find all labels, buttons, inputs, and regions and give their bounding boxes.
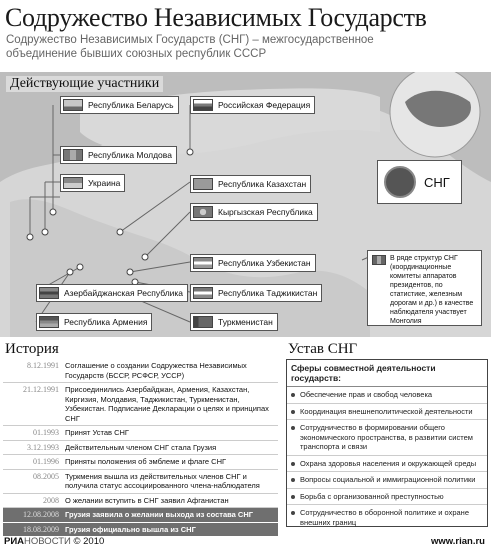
country-ukraine bbox=[60, 174, 125, 192]
country-moldova bbox=[60, 146, 177, 164]
country-label: Республика Армения bbox=[64, 317, 148, 327]
map-section-title: Действующие участники bbox=[6, 76, 163, 92]
history-date: 01.1996 bbox=[33, 457, 59, 466]
charter-item-text: Вопросы социальной и иммиграционной политики bbox=[300, 475, 476, 484]
cis-label: СНГ bbox=[424, 174, 450, 190]
charter-item bbox=[287, 420, 487, 456]
country-kyrgyzstan bbox=[190, 203, 318, 221]
charter-item-text: Сотрудничество в формировании общего экономического пространства, в развитии систем транспорта и связи bbox=[300, 423, 473, 451]
history-row-highlight bbox=[3, 523, 278, 538]
history-row bbox=[3, 494, 278, 509]
charter-item-text: Борьба с организованной преступностью bbox=[300, 491, 444, 501]
history-table bbox=[3, 359, 278, 537]
logo-main: РИА bbox=[4, 536, 25, 547]
charter-heading: Сферы совместной деятельности государств: bbox=[287, 360, 487, 387]
history-row-highlight bbox=[3, 508, 278, 523]
charter-item bbox=[287, 456, 487, 473]
history-row bbox=[3, 383, 278, 426]
country-label: Российская Федерация bbox=[218, 100, 311, 110]
flag-icon bbox=[193, 257, 213, 269]
country-label: Республика Беларусь bbox=[88, 100, 174, 110]
cis-emblem-icon bbox=[384, 166, 416, 198]
ria-logo bbox=[4, 536, 104, 547]
country-label: Республика Молдова bbox=[88, 150, 172, 160]
history-row bbox=[3, 426, 278, 441]
charter-item bbox=[287, 505, 487, 530]
charter-item-text: Координация внешнеполитической деятельности bbox=[300, 406, 473, 416]
history-date: 2008 bbox=[43, 495, 59, 505]
history-row bbox=[3, 359, 278, 383]
charter-box bbox=[286, 359, 488, 527]
country-label: Республика Узбекистан bbox=[218, 258, 311, 268]
source-url[interactable]: www.rian.ru bbox=[430, 536, 485, 547]
history-row bbox=[3, 470, 278, 494]
history-date: 21.12.1991 bbox=[23, 385, 59, 394]
bullet-icon bbox=[291, 511, 295, 515]
history-row bbox=[3, 455, 278, 470]
country-label: Республика Таджикистан bbox=[218, 288, 318, 298]
charter-item bbox=[287, 489, 487, 506]
flag-icon bbox=[63, 149, 83, 161]
country-uzbekistan bbox=[190, 254, 316, 272]
flag-icon bbox=[193, 316, 213, 328]
logo-sub: НОВОСТИ bbox=[24, 536, 71, 547]
bullet-icon bbox=[291, 393, 295, 397]
page-subtitle: Содружество Независимых Государств (СНГ) – межгосударственное объединение бывших союзных республик СССР bbox=[6, 34, 374, 60]
history-text: Принят Устав СНГ bbox=[65, 428, 129, 437]
history-date: 18.08.2009 bbox=[23, 524, 59, 534]
country-label: Республика Казахстан bbox=[218, 179, 307, 189]
country-russia bbox=[190, 96, 315, 114]
country-label: Азербайджанская Республика bbox=[64, 288, 184, 298]
page-title: Содружество Независимых Государств bbox=[5, 3, 427, 32]
country-turkmenistan bbox=[190, 313, 278, 331]
bullet-icon bbox=[291, 462, 295, 466]
history-text: Приняты положения об эмблеме и флаге СНГ bbox=[65, 457, 227, 466]
country-kazakhstan bbox=[190, 175, 311, 193]
history-text: Действительным членом СНГ стала Грузия bbox=[65, 442, 217, 452]
history-text: Грузия официально вышла из СНГ bbox=[65, 524, 196, 534]
bullet-icon bbox=[291, 410, 295, 414]
flag-icon bbox=[193, 178, 213, 190]
bullet-icon bbox=[291, 478, 295, 482]
charter-item bbox=[287, 472, 487, 489]
history-text: О желании вступить в СНГ заявил Афганистан bbox=[65, 495, 229, 505]
country-tajikistan bbox=[190, 284, 322, 302]
charter-item bbox=[287, 387, 487, 404]
country-label: Кыргызская Республика bbox=[218, 207, 313, 217]
history-text: Туркмения вышла из действительных членов СНГ и получила статус ассоциированного члена-наблюдателя bbox=[65, 471, 260, 490]
bullet-icon bbox=[291, 426, 295, 430]
flag-icon bbox=[193, 99, 213, 111]
flag-icon bbox=[193, 206, 213, 218]
history-row bbox=[3, 441, 278, 456]
flag-icon bbox=[63, 99, 83, 111]
flag-icon bbox=[39, 287, 59, 299]
history-text: Соглашение о создании Содружества Независимых Государств (БССР, РСФСР, УССР) bbox=[65, 361, 247, 380]
mongolia-note-text: В ряде структур СНГ (координационные комитеты аппаратов президентов, по статистике, железным дорогам и др.) в качестве наблюдателя участвует Монголия bbox=[390, 255, 474, 325]
country-azerbaijan bbox=[36, 284, 188, 302]
country-label: Украина bbox=[88, 178, 121, 188]
country-belarus bbox=[60, 96, 179, 114]
history-date: 8.12.1991 bbox=[27, 361, 59, 370]
cis-emblem-box bbox=[377, 160, 462, 204]
charter-item-text: Сотрудничество в оборонной политике и охране внешних границ bbox=[300, 508, 469, 527]
charter-item-text: Охрана здоровья населения и окружающей среды bbox=[300, 458, 477, 468]
mongolia-flag-icon bbox=[372, 255, 386, 265]
history-text: Грузия заявила о желании выхода из состава СНГ bbox=[65, 510, 254, 519]
mongolia-note bbox=[367, 250, 482, 326]
charter-item bbox=[287, 404, 487, 421]
copyright: © 2010 bbox=[70, 536, 105, 547]
history-date: 08.2005 bbox=[33, 471, 59, 481]
history-date: 3.12.1993 bbox=[27, 442, 59, 452]
history-date: 12.08.2008 bbox=[23, 510, 59, 519]
country-label: Туркменистан bbox=[218, 317, 273, 327]
country-armenia bbox=[36, 313, 152, 331]
flag-icon bbox=[193, 287, 213, 299]
flag-icon bbox=[39, 316, 59, 328]
charter-title: Устав СНГ bbox=[288, 341, 358, 357]
charter-item-text: Обеспечение прав и свобод человека bbox=[300, 390, 433, 399]
flag-icon bbox=[63, 177, 83, 189]
bullet-icon bbox=[291, 495, 295, 499]
history-text: Присоединились Азербайджан, Армения, Казахстан, Киргизия, Молдавия, Таджикистан, Туркменистан, Узбекистан. Подписание Декларации о целях и принципах СНГ bbox=[65, 385, 269, 423]
history-title: История bbox=[5, 341, 59, 357]
history-date: 01.1993 bbox=[33, 428, 59, 437]
